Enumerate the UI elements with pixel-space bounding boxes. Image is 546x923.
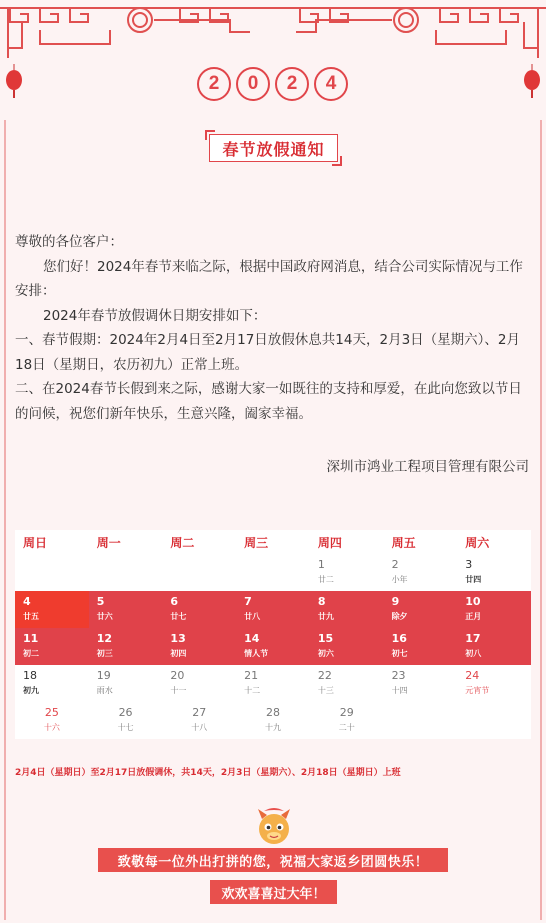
- calendar-day-cell: 22 十三: [317, 669, 334, 695]
- calendar-day-cell: [457, 702, 531, 739]
- dragon-mascot-icon: [252, 805, 296, 849]
- calendar-day-cell: 6 廿七: [170, 595, 187, 621]
- calendar-day-cell: 29 二十: [338, 706, 355, 732]
- year-digit: 2: [197, 67, 231, 101]
- calendar-day-cell: 10 正月: [465, 595, 482, 621]
- calendar-weekday-header: [15, 530, 531, 554]
- calendar-day-cell: 27 十八: [191, 706, 208, 732]
- calendar-week-row: [15, 554, 531, 591]
- lantern-icon: [4, 64, 24, 98]
- weekday-label: 周四: [317, 535, 342, 550]
- calendar-week-row: [15, 665, 531, 702]
- calendar-day-cell: 21 十二: [244, 669, 261, 695]
- weekday-label: 周二: [170, 535, 195, 550]
- calendar-day-cell: 14 情人节: [244, 632, 269, 658]
- right-border-line: [540, 120, 542, 920]
- calendar-day-cell: 16 初七: [391, 632, 408, 658]
- blessing-banner: 致敬每一位外出打拼的您，祝福大家返乡团圆快乐！: [98, 848, 448, 872]
- calendar-day-cell: 11 初二: [23, 632, 39, 658]
- calendar-day-cell: 26 十七: [117, 706, 134, 732]
- calendar-day-cell: 18 初九: [23, 669, 39, 695]
- calendar-day-cell: [89, 554, 163, 591]
- paragraph-intro: 您们好！2024年春节来临之际，根据中国政府网消息，结合公司实际情况与工作安排：: [15, 258, 523, 299]
- calendar-day-cell-highlighted: 4 廿五: [15, 591, 89, 628]
- paragraph-wishes: 二、在2024春节长假到来之际，感谢大家一如既往的支持和厚爱，在此向您致以节日的问候，祝您们新年快乐，生意兴隆，阖家幸福。: [15, 381, 522, 422]
- calendar-day-cell: [236, 554, 310, 591]
- calendar-day-cell: [162, 554, 236, 591]
- calendar-day-cell: 1 廿二: [317, 558, 334, 584]
- company-signature: 深圳市鸿业工程项目管理有限公司: [326, 459, 529, 475]
- paragraph-holiday-dates: 一、春节假期：2024年2月4日至2月17日放假休息共14天，2月3日（星期六）、2月18日（星期日，农历初九）正常上班。: [15, 332, 520, 373]
- calendar-day-cell: 23 十四: [391, 669, 408, 695]
- chinese-pattern-border-decoration: [0, 0, 546, 70]
- paragraph-schedule-heading: 2024年春节放假调休日期安排如下：: [43, 307, 267, 324]
- calendar-day-cell: 19 雨水: [96, 669, 113, 695]
- weekday-label: 周日: [23, 535, 48, 550]
- calendar-week-row-holiday: [15, 628, 531, 665]
- year-digit: 0: [236, 67, 270, 101]
- calendar-day-cell: 20 十一: [170, 669, 187, 695]
- calendar-day-cell: 17 初八: [465, 632, 482, 658]
- holiday-summary-note: 2月4日（星期日）至2月17日放假调休，共14天，2月3日（星期六）、2月18日（星期日）上班: [15, 768, 401, 778]
- calendar-day-cell: 12 初三: [96, 632, 113, 658]
- calendar-day-cell: 8 廿九: [317, 595, 334, 621]
- lantern-icon: [522, 64, 542, 98]
- year-badge: [197, 67, 348, 101]
- weekday-label: 周六: [465, 535, 490, 550]
- calendar-week-row: [15, 702, 531, 739]
- calendar-day-cell: 5 廿六: [96, 595, 113, 621]
- calendar-day-cell: 9 除夕: [391, 595, 408, 621]
- calendar-day-cell: 24 元宵节: [465, 669, 490, 695]
- calendar-day-cell: 28 十九: [264, 706, 281, 732]
- calendar-day-cell: 2 小年: [391, 558, 408, 584]
- calendar-day-cell: [15, 554, 89, 591]
- notice-title-box: [205, 130, 342, 166]
- calendar-day-cell: [384, 702, 458, 739]
- calendar-day-cell: 25 十六: [43, 706, 60, 732]
- left-border-line: [4, 120, 6, 920]
- calendar-day-cell: 7 廿八: [244, 595, 261, 621]
- weekday-label: 周一: [96, 535, 121, 550]
- calendar-day-cell: 3 廿四: [465, 558, 482, 584]
- greeting: 尊敬的各位客户：: [15, 234, 123, 250]
- notice-letter: [15, 230, 531, 426]
- calendar-day-cell: 15 初六: [317, 632, 334, 658]
- page-title: 春节放假通知: [209, 134, 338, 162]
- year-digit: 2: [275, 67, 309, 101]
- weekday-label: 周三: [244, 535, 269, 550]
- calendar-week-row-holiday: [15, 591, 531, 628]
- holiday-calendar: [15, 530, 531, 739]
- weekday-label: 周五: [391, 535, 416, 550]
- year-digit: 4: [314, 67, 348, 101]
- calendar-day-cell: 13 初四: [170, 632, 187, 658]
- new-year-banner: 欢欢喜喜过大年！: [210, 880, 337, 904]
